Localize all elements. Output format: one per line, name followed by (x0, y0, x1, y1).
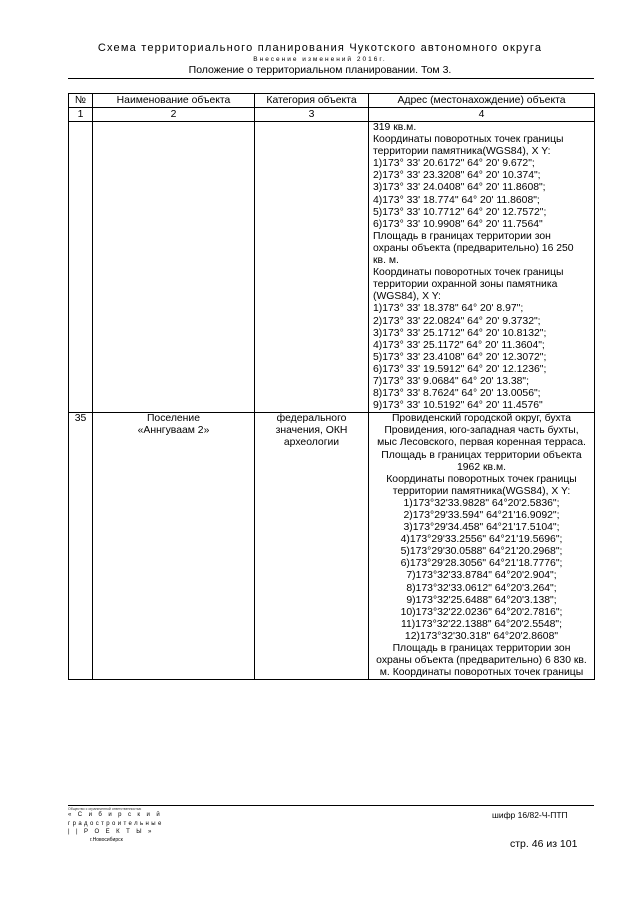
object-address-line: территории памятника(WGS84), X Y: (392, 485, 571, 497)
object-address-line: (WGS84), X Y: (373, 291, 441, 303)
object-category-line: значения, ОКН (275, 425, 348, 437)
column-header-category: Категория объекта (255, 94, 369, 108)
object-address-line: 2)173° 33' 23.3208" 64° 20' 10.374"; (373, 170, 541, 182)
object-address-line: 5)173° 33' 10.7712" 64° 20' 12.7572"; (373, 206, 547, 218)
table-row (69, 413, 595, 680)
object-address-line: Провидения, юго-западная часть бухты, (384, 425, 579, 437)
object-address-line: 5)173°29'30.0588" 64°21'20.2968"; (400, 546, 563, 558)
organization-stamp (68, 807, 228, 844)
object-address-line: 2)173° 33' 22.0824" 64° 20' 9.3732"; (373, 315, 541, 327)
row-number: 35 (74, 413, 87, 425)
object-address-line: 1)173°32'33.9828" 64°20'2.5836"; (403, 497, 560, 509)
object-address-line: 1962 кв.м. (457, 461, 506, 473)
object-address-line: Провиденский городской округ, бухта (391, 413, 572, 425)
object-address-line: Координаты поворотных точек границы (373, 267, 564, 279)
objects-table (68, 93, 595, 680)
document-header-subtitle: Внесение изменений 2016г. (253, 56, 387, 63)
table-row (69, 122, 595, 413)
document-header-title: Схема территориального планирования Чукотского автономного округа (97, 42, 543, 54)
object-address-line: Координаты поворотных точек границы (386, 473, 577, 485)
object-address-line: 10)173°32'22.0236" 64°20'2.7816"; (400, 606, 563, 618)
row-number-cell (69, 413, 93, 680)
object-address-line: Площадь в границах территории зон (392, 643, 571, 655)
footer-divider (68, 805, 594, 806)
object-address-line: 6)173°29'28.3056" 64°21'18.7776"; (400, 558, 563, 570)
organization-type: Общество с ограниченной ответственностью (68, 807, 142, 811)
document-cipher: шифр 16/82-Ч-ПТП (492, 810, 568, 820)
object-address-line: 6)173° 33' 19.5912" 64° 20' 12.1236"; (373, 363, 547, 375)
object-address-line: 3)173° 33' 25.1712" 64° 20' 10.8132"; (373, 327, 547, 339)
object-address-line: мыс Лесовского, первая коренная терраса. (377, 437, 586, 449)
object-name-line: Поселение (146, 413, 201, 425)
organization-name-line1: « С и б и р с к и й (68, 812, 163, 818)
object-address-line: Площадь в границах территории зон (373, 230, 551, 242)
object-name-cell (93, 122, 255, 413)
object-address-line: охраны объекта (предварительно) 6 830 кв. (376, 655, 587, 667)
object-address-line: 3)173°29'34.458" 64°21'17.5104"; (403, 522, 560, 534)
document-header-volume: Положение о территориальном планировании. Том 3. (188, 64, 452, 76)
object-address-line: 12)173°32'30.318" 64°20'2.8608" (404, 630, 559, 642)
column-number-4: 4 (369, 108, 595, 122)
object-address-line: 1)173° 33' 20.6172" 64° 20' 9.672"; (373, 158, 535, 170)
object-address-line: м. Координаты поворотных точек границы (379, 667, 584, 679)
page-number: стр. 46 из 101 (510, 838, 578, 850)
object-address-line: 7)173°32'33.8784" 64°20'2.904"; (406, 570, 557, 582)
object-address-line: 4)173° 33' 25.1172" 64° 20' 11.3604"; (373, 339, 545, 351)
object-address-line: 8)173°32'33.0612" 64°20'3.264"; (406, 582, 557, 594)
object-address-cell (369, 122, 595, 413)
object-address-line: Площадь в границах территории объекта (381, 449, 582, 461)
column-number-1: 1 (69, 108, 93, 122)
object-category-cell (255, 413, 369, 680)
organization-name-line3: | | Р О Е К Т Ы » (68, 829, 154, 835)
object-address-line: 1)173° 33' 18.378" 64° 20' 8.97"; (373, 303, 524, 315)
header-divider (68, 78, 594, 79)
object-address-line: 11)173°32'22.1388" 64°20'2.5548"; (400, 618, 563, 630)
object-address-line: охраны объекта (предварительно) 16 250 (373, 242, 574, 254)
table-header-row (69, 94, 595, 108)
column-number-2: 2 (93, 108, 255, 122)
object-name-cell (93, 413, 255, 680)
column-header-name: Наименование объекта (93, 94, 255, 108)
table-column-numbers-row (69, 108, 595, 122)
object-name-line: «Аннгуваам 2» (137, 425, 210, 437)
object-category-line: археологии (283, 437, 340, 449)
object-address-line: территории памятника(WGS84), X Y: (373, 146, 551, 158)
object-category-line: федерального (276, 413, 347, 425)
organization-name-line2: градостроительные (68, 820, 164, 827)
column-header-number: № (69, 94, 93, 108)
object-address-line: 4)173°29'33.2556" 64°21'19.5696"; (400, 534, 563, 546)
column-header-address: Адрес (местонахождение) объекта (369, 94, 595, 108)
object-address-line: Координаты поворотных точек границы (373, 134, 564, 146)
object-address-line: 319 кв.м. (373, 122, 417, 133)
object-address-line: 8)173° 33' 8.7624" 64° 20' 13.0056"; (373, 388, 541, 400)
object-address-line: 2)173°29'33.594" 64°21'16.9092"; (403, 510, 560, 521)
object-category-cell (255, 122, 369, 413)
object-address-line: 9)173° 33' 10.5192" 64° 20' 11.4576" (373, 400, 543, 412)
row-number-cell (69, 122, 93, 413)
column-number-3: 3 (255, 108, 369, 122)
object-address-line: 9)173°32'25.6488" 64°20'3.138"; (406, 594, 557, 606)
object-address-line: 3)173° 33' 24.0408" 64° 20' 11.8608"; (373, 182, 546, 194)
object-address-cell (369, 413, 595, 680)
object-address-line: 4)173° 33' 18.774" 64° 20' 11.8608"; (373, 194, 540, 206)
organization-city: г.Новосибирск (90, 836, 123, 843)
object-address-line: территории охранной зоны памятника (373, 279, 558, 291)
object-address-line: кв. м. (373, 255, 399, 267)
object-address-line: 7)173° 33' 9.0684" 64° 20' 13.38"; (373, 375, 530, 387)
object-address-line: 5)173° 33' 23.4108" 64° 20' 12.3072"; (373, 351, 547, 363)
object-address-line: 6)173° 33' 10.9908" 64° 20' 11.7564" (373, 218, 543, 230)
